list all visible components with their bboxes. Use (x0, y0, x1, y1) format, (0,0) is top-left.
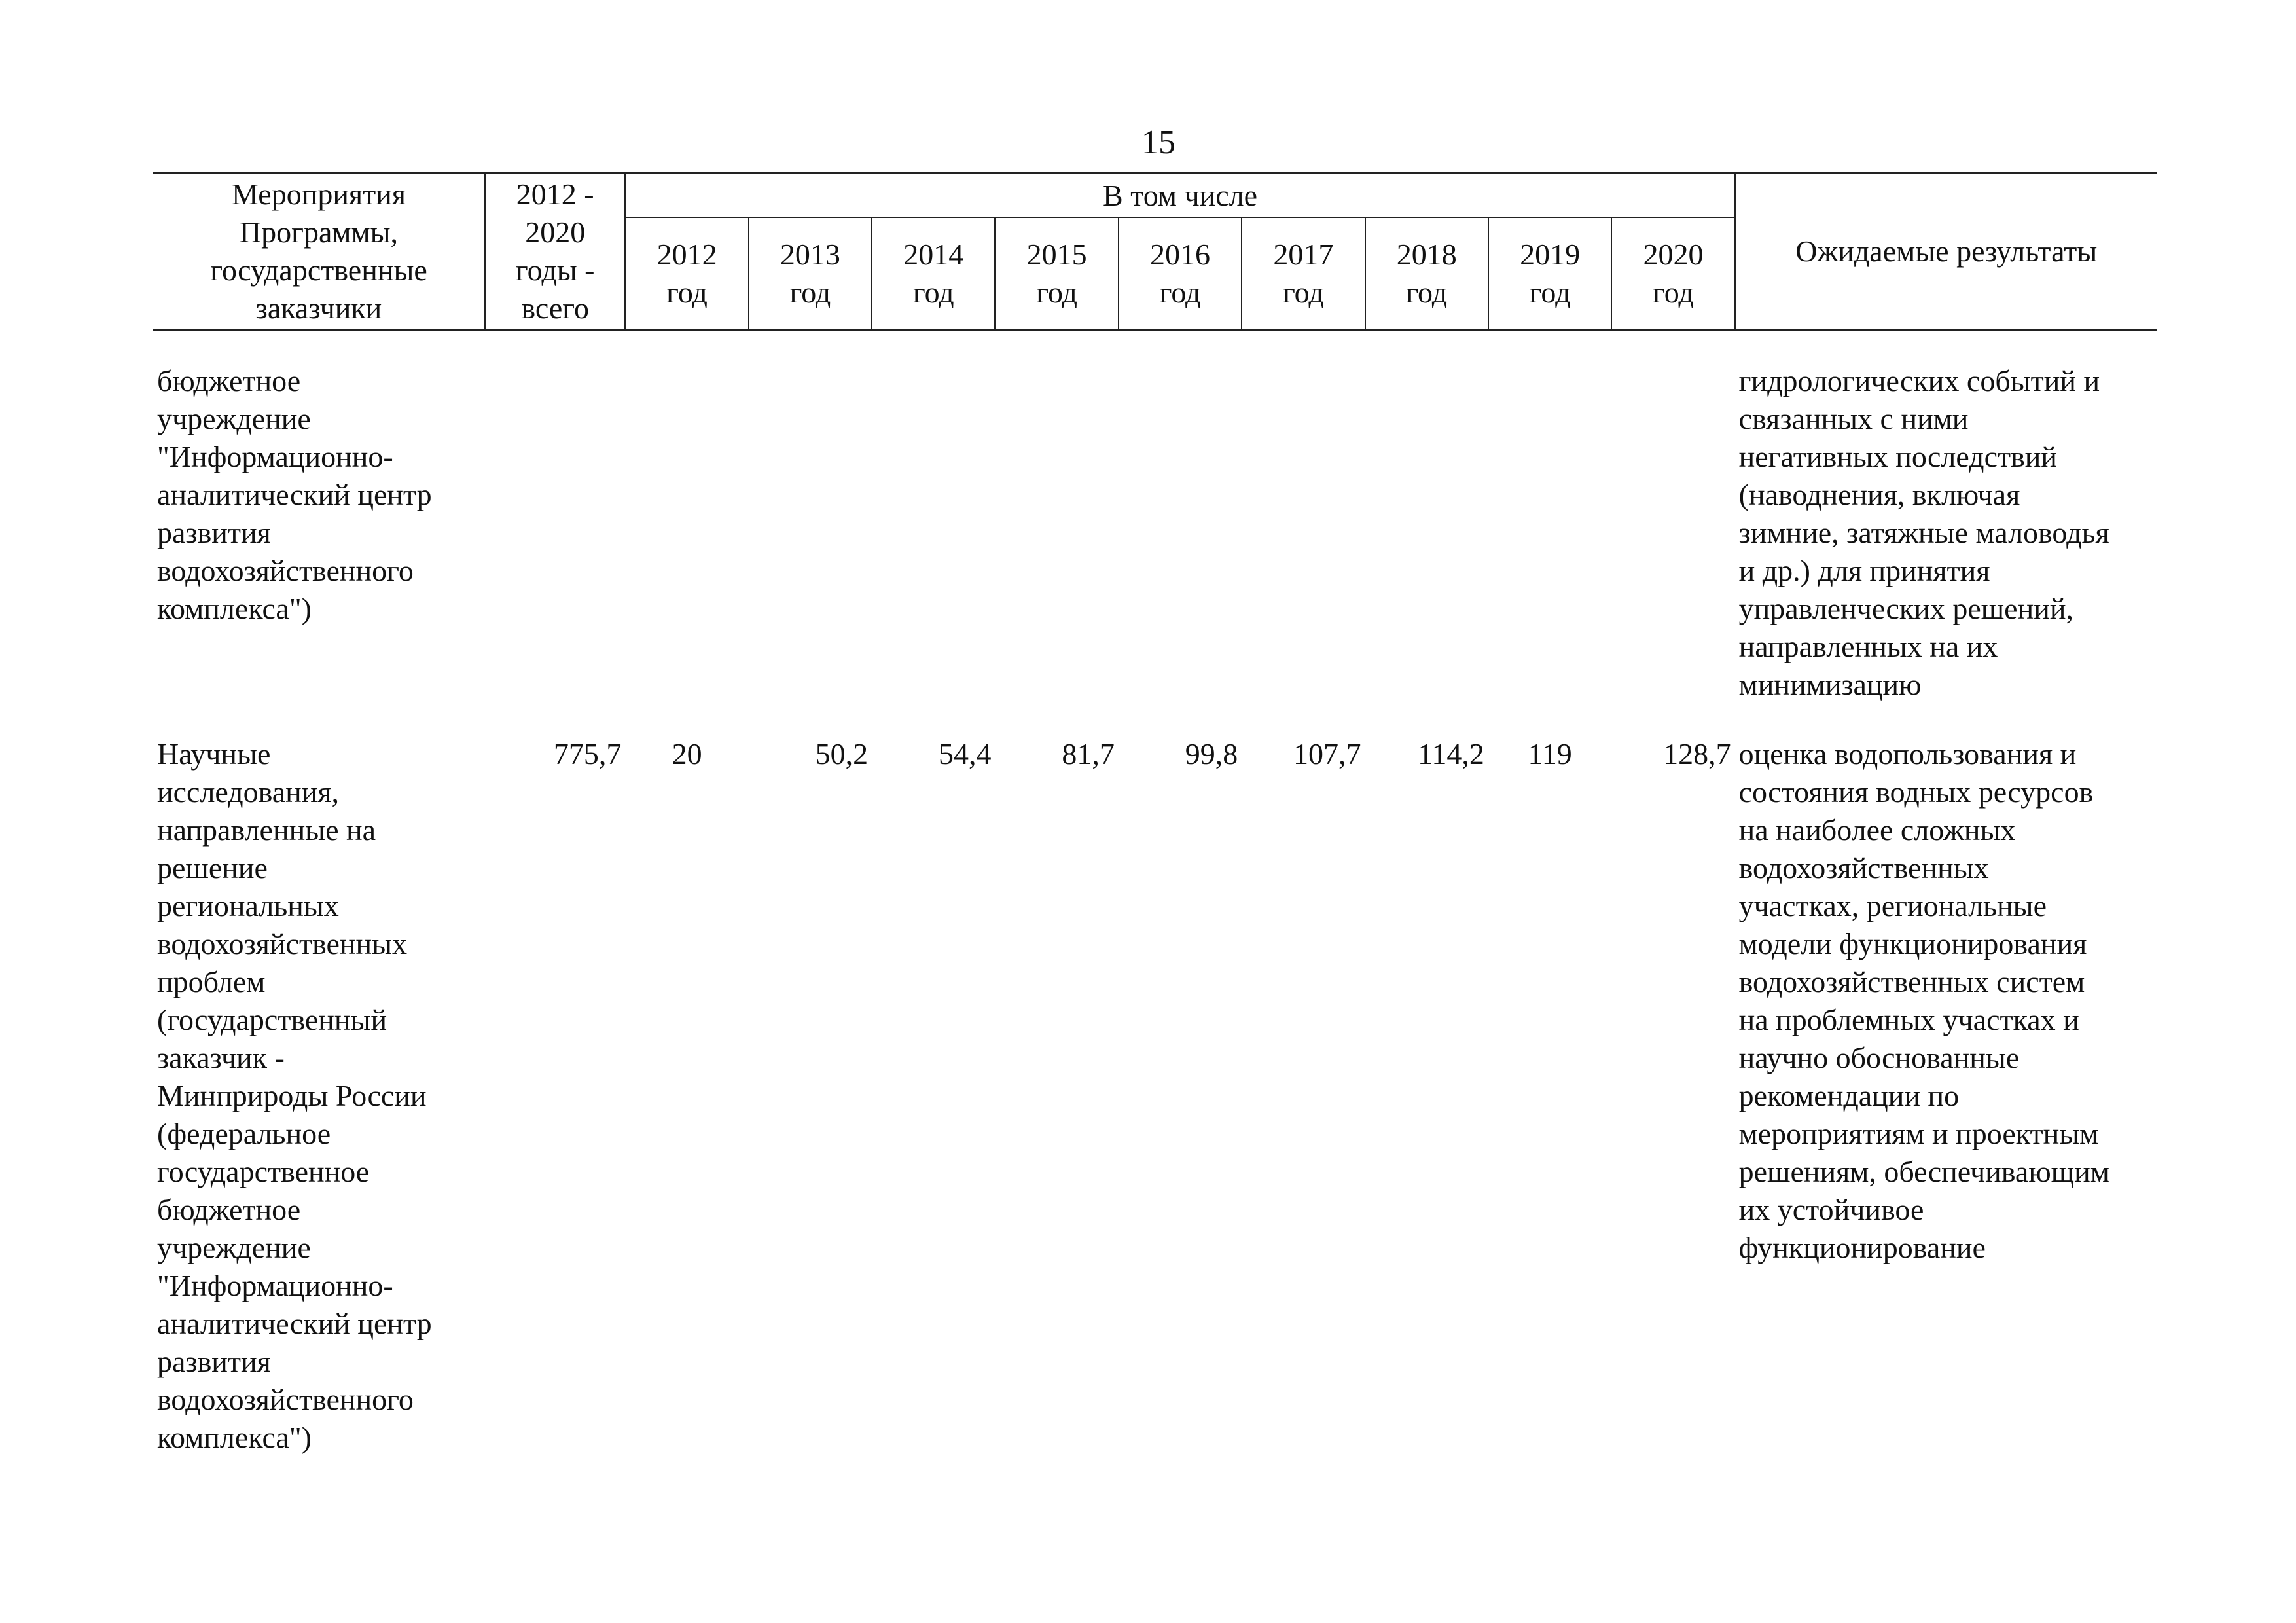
value-cell-2014: 54,4 (938, 737, 992, 771)
header-year-2015: 2015 год (995, 217, 1118, 329)
value-cell-2016 (1119, 330, 1242, 704)
value-cell-2015 (995, 330, 1118, 704)
header-year-2018: 2018 год (1365, 217, 1488, 329)
value-cell-2013 (749, 330, 872, 704)
header-including: В том числе (625, 173, 1734, 218)
value-cell-2019: 119 (1528, 737, 1572, 771)
value-cell-2020: 128,7 (1663, 737, 1731, 771)
value-cell-2012: 20 (672, 737, 702, 771)
table-row (153, 330, 2157, 704)
value-cell-2015: 81,7 (1062, 737, 1115, 771)
header-measures-text: Мероприятия Программы, государственные заказчики (210, 177, 427, 325)
header-total (485, 173, 625, 330)
header-year-2013: 2013 год (749, 217, 872, 329)
program-table (153, 172, 2157, 1457)
value-cell-2013: 50,2 (815, 737, 869, 771)
value-cell-2014 (872, 330, 995, 704)
header-year-2014: 2014 год (872, 217, 995, 329)
header-year-2019: 2019 год (1488, 217, 1611, 329)
value-cell-2018 (1365, 330, 1488, 704)
result-cell: оценка водопользования и состояния водных ресурсов на наиболее сложных водохозяйственных участках, региональные модели функционирования водохозяйственных систем на проблемных участках и научно обоснованные рекомендации по мероприятиям и проектным решениям, обеспечивающим их устойчивое функционирование (1738, 737, 2109, 1264)
header-year-2016: 2016 год (1119, 217, 1242, 329)
header-results: Ожидаемые результаты (1735, 173, 2157, 330)
value-cell-2018: 114,2 (1418, 737, 1484, 771)
measure-cell: бюджетное учреждение "Информационно- аналитический центр развития водохозяйственного комплекса") (157, 364, 432, 625)
result-cell: гидрологических событий и связанных с ними негативных последствий (наводнения, включая зимние, затяжные маловодья и др.) для принятия управленческих решений, направленных на их минимизацию (1738, 364, 2109, 701)
total-cell (485, 330, 625, 704)
measure-cell: Научные исследования, направленные на решение региональных водохозяйственных проблем (государственный заказчик - Минприроды России (федеральное государственное бюджетное учреждение "Информационно- аналитический центр развития водохозяйственного комплекса") (157, 737, 432, 1454)
header-measures (153, 173, 485, 330)
total-cell: 775,7 (553, 737, 622, 771)
table-row (153, 704, 2157, 1457)
value-cell-2016: 99,8 (1185, 737, 1238, 771)
value-cell-2019 (1488, 330, 1611, 704)
value-cell-2017 (1242, 330, 1365, 704)
value-cell-2017: 107,7 (1293, 737, 1361, 771)
value-cell-2020 (1611, 330, 1734, 704)
header-year-2012: 2012 год (625, 217, 748, 329)
header-year-2017: 2017 год (1242, 217, 1365, 329)
value-cell-2012 (625, 330, 748, 704)
page-number: 15 (1141, 124, 1175, 161)
header-total-text: 2012 - 2020 годы - всего (515, 177, 595, 325)
header-year-2020: 2020 год (1611, 217, 1734, 329)
